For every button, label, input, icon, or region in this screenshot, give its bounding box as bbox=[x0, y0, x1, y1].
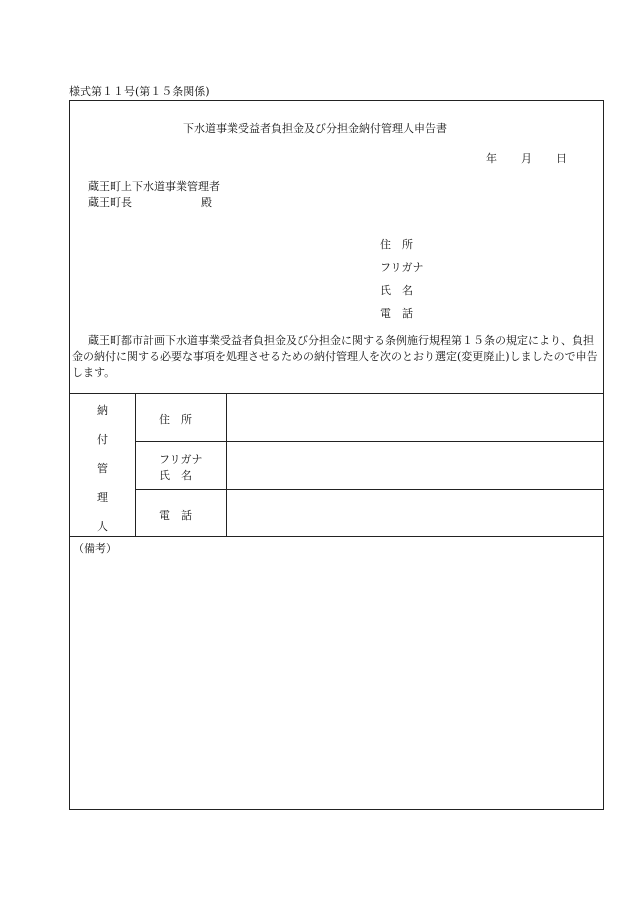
agent-name-label: 氏 名 bbox=[159, 469, 192, 482]
table-row-divider bbox=[135, 441, 604, 442]
row-header-char: 付 bbox=[97, 433, 108, 446]
document-title: 下水道事業受益者負担金及び分担金納付管理人申告書 bbox=[183, 122, 447, 135]
table-divider bbox=[226, 394, 227, 536]
row-header-char: 納 bbox=[97, 404, 108, 417]
addressee-line-2: 蔵王町長 bbox=[88, 196, 132, 209]
row-header-char: 管 bbox=[97, 462, 108, 475]
addressee-honorific: 殿 bbox=[201, 196, 212, 209]
applicant-name-label: 氏 名 bbox=[380, 284, 413, 297]
applicant-phone-label: 電 話 bbox=[380, 307, 413, 320]
declaration-text: 蔵王町都市計画下水道事業受益者負担金及び分担金に関する条例施行規程第１５条の規定により、負担金の納付に関する必要な事項を処理させるための納付管理人を次のとおり選定(変更廃止)しましたので申告します。 bbox=[72, 334, 598, 379]
row-header-char: 理 bbox=[97, 491, 108, 504]
agent-table bbox=[69, 393, 604, 537]
row-header-char: 人 bbox=[97, 520, 108, 533]
date-day-label: 日 bbox=[556, 152, 567, 165]
applicant-address-label: 住 所 bbox=[380, 238, 413, 251]
applicant-furigana-label: フリガナ bbox=[380, 261, 424, 274]
form-code: 様式第１１号(第１５条関係) bbox=[69, 85, 210, 98]
table-row-divider bbox=[135, 489, 604, 490]
agent-address-label: 住 所 bbox=[159, 413, 192, 426]
remarks-label: （備考） bbox=[73, 542, 117, 555]
date-year-label: 年 bbox=[486, 152, 497, 165]
addressee-line-1: 蔵王町上下水道事業管理者 bbox=[88, 180, 220, 193]
agent-phone-label: 電 話 bbox=[159, 509, 192, 522]
agent-furigana-label: フリガナ bbox=[159, 453, 203, 466]
date-month-label: 月 bbox=[521, 152, 532, 165]
